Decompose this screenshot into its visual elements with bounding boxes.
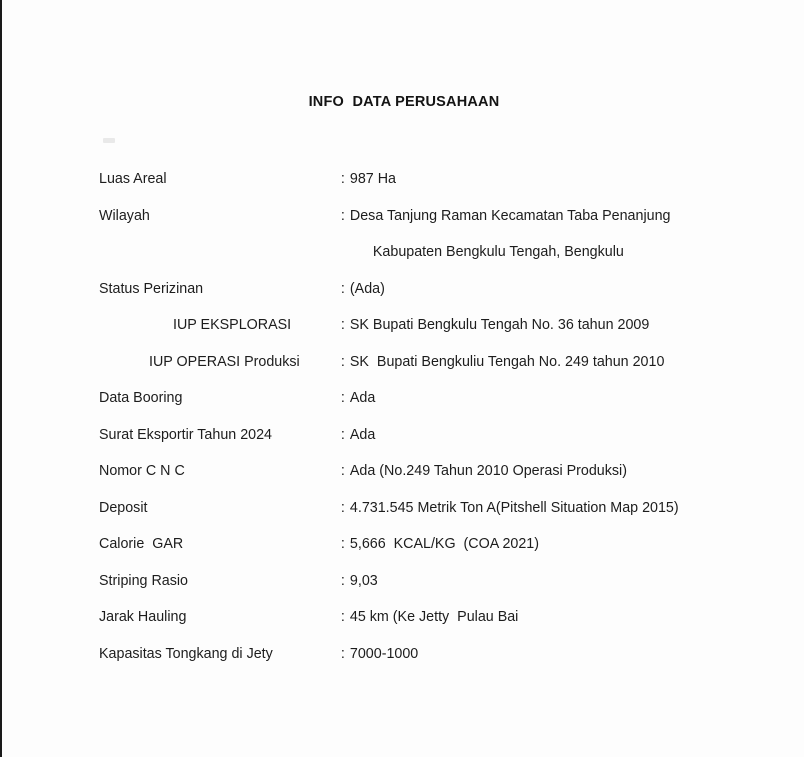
field-value-text: SK Bupati Bengkulu Tengah No. 36 tahun 2009: [349, 317, 650, 334]
colon-separator: :: [340, 317, 345, 334]
field-value: [341, 199, 759, 236]
colon-separator: :: [340, 207, 345, 224]
field-value: [341, 600, 759, 637]
field-value: [341, 235, 759, 272]
field-value-text: SK Bupati Bengkuliu Tengah No. 249 tahun 2010: [349, 353, 665, 370]
field-label: Status Perizinan: [99, 280, 204, 297]
company-info-rows: [99, 162, 759, 673]
field-label: Nomor C N C: [99, 463, 185, 480]
page-title: INFO DATA PERUSAHAAN: [308, 94, 500, 110]
field-value: [341, 454, 759, 491]
field-label: IUP OPERASI Produksi: [149, 353, 300, 370]
field-label: Jarak Hauling: [99, 609, 187, 626]
field-value-text: Ada: [349, 390, 376, 407]
colon-separator: :: [340, 171, 345, 188]
field-value-text: 45 km (Ke Jetty Pulau Bai: [349, 609, 519, 626]
table-row: [99, 491, 759, 528]
field-value: [341, 162, 759, 199]
field-value-text: Ada (No.249 Tahun 2010 Operasi Produksi): [349, 463, 627, 480]
field-label: Data Booring: [99, 390, 183, 407]
table-row: [99, 564, 759, 601]
field-value: [341, 381, 759, 418]
colon-separator: :: [340, 390, 345, 407]
table-row: [99, 454, 759, 491]
field-label: Calorie GAR: [99, 536, 184, 553]
table-row: [99, 162, 759, 199]
table-row: [99, 600, 759, 637]
table-row: [99, 637, 759, 674]
field-value-text: (Ada): [349, 280, 385, 297]
field-value-text: 9,03: [349, 572, 378, 589]
scan-artifact: [103, 138, 115, 143]
field-value-text: Desa Tanjung Raman Kecamatan Taba Penanjung: [349, 207, 671, 224]
field-value-text: 7000-1000: [349, 645, 419, 662]
field-label: [99, 235, 341, 272]
field-label: Kapasitas Tongkang di Jety: [99, 645, 273, 662]
colon-separator: :: [340, 572, 345, 589]
field-value-text: 987 Ha: [349, 171, 396, 188]
colon-separator: :: [340, 536, 345, 553]
table-row: [99, 527, 759, 564]
field-value-text: 4.731.545 Metrik Ton A(Pitshell Situation Map 2015): [349, 499, 679, 516]
field-value: [341, 564, 759, 601]
table-row: [99, 235, 759, 272]
field-value: [341, 308, 759, 345]
field-value: [341, 418, 759, 455]
field-label: Luas Areal: [99, 171, 167, 188]
table-row: [99, 199, 759, 236]
table-row: [99, 381, 759, 418]
colon-separator: :: [340, 280, 345, 297]
field-label: Deposit: [99, 499, 148, 516]
field-label: Surat Eksportir Tahun 2024: [99, 426, 272, 443]
table-row: [99, 308, 759, 345]
company-info-table: [99, 162, 759, 673]
colon-separator: :: [340, 645, 345, 662]
colon-separator: :: [340, 463, 345, 480]
table-row: [99, 345, 759, 382]
field-value: [341, 272, 759, 309]
field-value: [341, 345, 759, 382]
field-value: [341, 491, 759, 528]
table-row: [99, 418, 759, 455]
table-row: [99, 272, 759, 309]
colon-separator: :: [340, 426, 345, 443]
field-value-text: 5,666 KCAL/KG (COA 2021): [349, 536, 540, 553]
field-label: Wilayah: [99, 207, 150, 224]
colon-separator: :: [340, 353, 345, 370]
field-value: [341, 527, 759, 564]
colon-separator: :: [340, 609, 345, 626]
colon-separator: :: [340, 499, 345, 516]
field-label: IUP EKSPLORASI: [173, 317, 292, 334]
field-value-text: Ada: [349, 426, 376, 443]
field-value: [341, 637, 759, 674]
field-label: Striping Rasio: [99, 572, 188, 589]
field-value-text: Kabupaten Bengkulu Tengah, Bengkulu: [372, 244, 624, 261]
